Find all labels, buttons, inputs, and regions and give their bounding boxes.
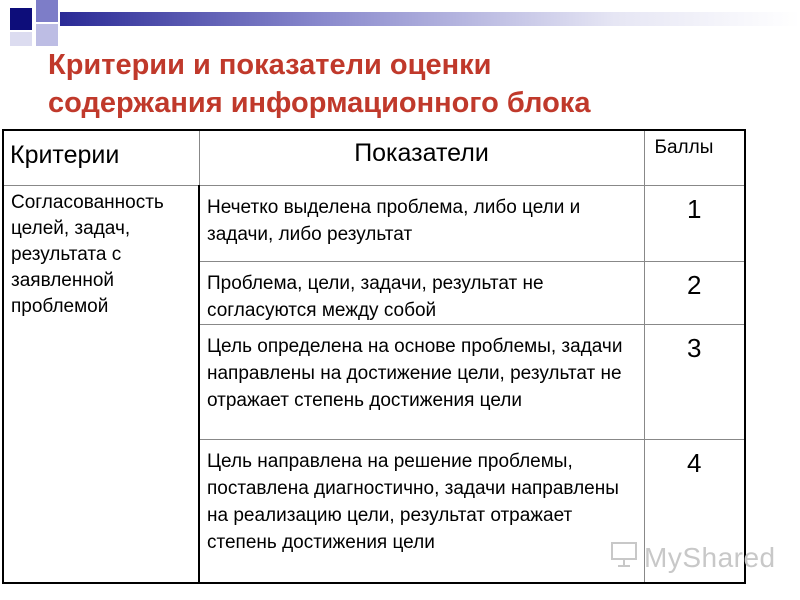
points-cell: 2: [644, 262, 745, 325]
points-cell: 3: [644, 325, 745, 440]
indicator-cell: Цель направлена на решение проблемы, поставлена диагностично, задачи направлены на реализацию цели, результат отражает степень достижения цели: [199, 440, 644, 583]
indicator-cell: Нечетко выделена проблема, либо цели и задачи, либо результат: [199, 186, 644, 262]
table-header-row: [3, 130, 745, 186]
decor-square-light: [36, 24, 58, 46]
table-row: [3, 186, 745, 262]
indicator-cell: Цель определена на основе проблемы, задачи направлены на достижение цели, результат не отражает степень достижения цели: [199, 325, 644, 440]
decor-square-dark: [10, 8, 32, 30]
presentation-icon: [610, 540, 640, 568]
indicator-cell: Проблема, цели, задачи, результат не согласуются между собой: [199, 262, 644, 325]
criteria-table: [2, 129, 746, 584]
points-cell: 4: [644, 440, 745, 583]
header-points: Баллы: [644, 130, 745, 186]
header-criteria: Критерии: [3, 130, 199, 186]
header-gradient-bar: [60, 12, 800, 26]
decor-square-pale: [10, 32, 32, 46]
slide-title-line-2: содержания информационного блока: [48, 87, 591, 119]
points-cell: 1: [644, 186, 745, 262]
header-indicators: Показатели: [199, 130, 644, 186]
criterion-cell: Согласованность целей, задач, результата с заявленной проблемой: [3, 186, 199, 583]
slide-title: [48, 46, 788, 122]
watermark-text: MyShared: [644, 542, 776, 573]
decor-square-mid: [36, 0, 58, 22]
slide-title-line-1: Критерии и показатели оценки: [48, 49, 492, 81]
